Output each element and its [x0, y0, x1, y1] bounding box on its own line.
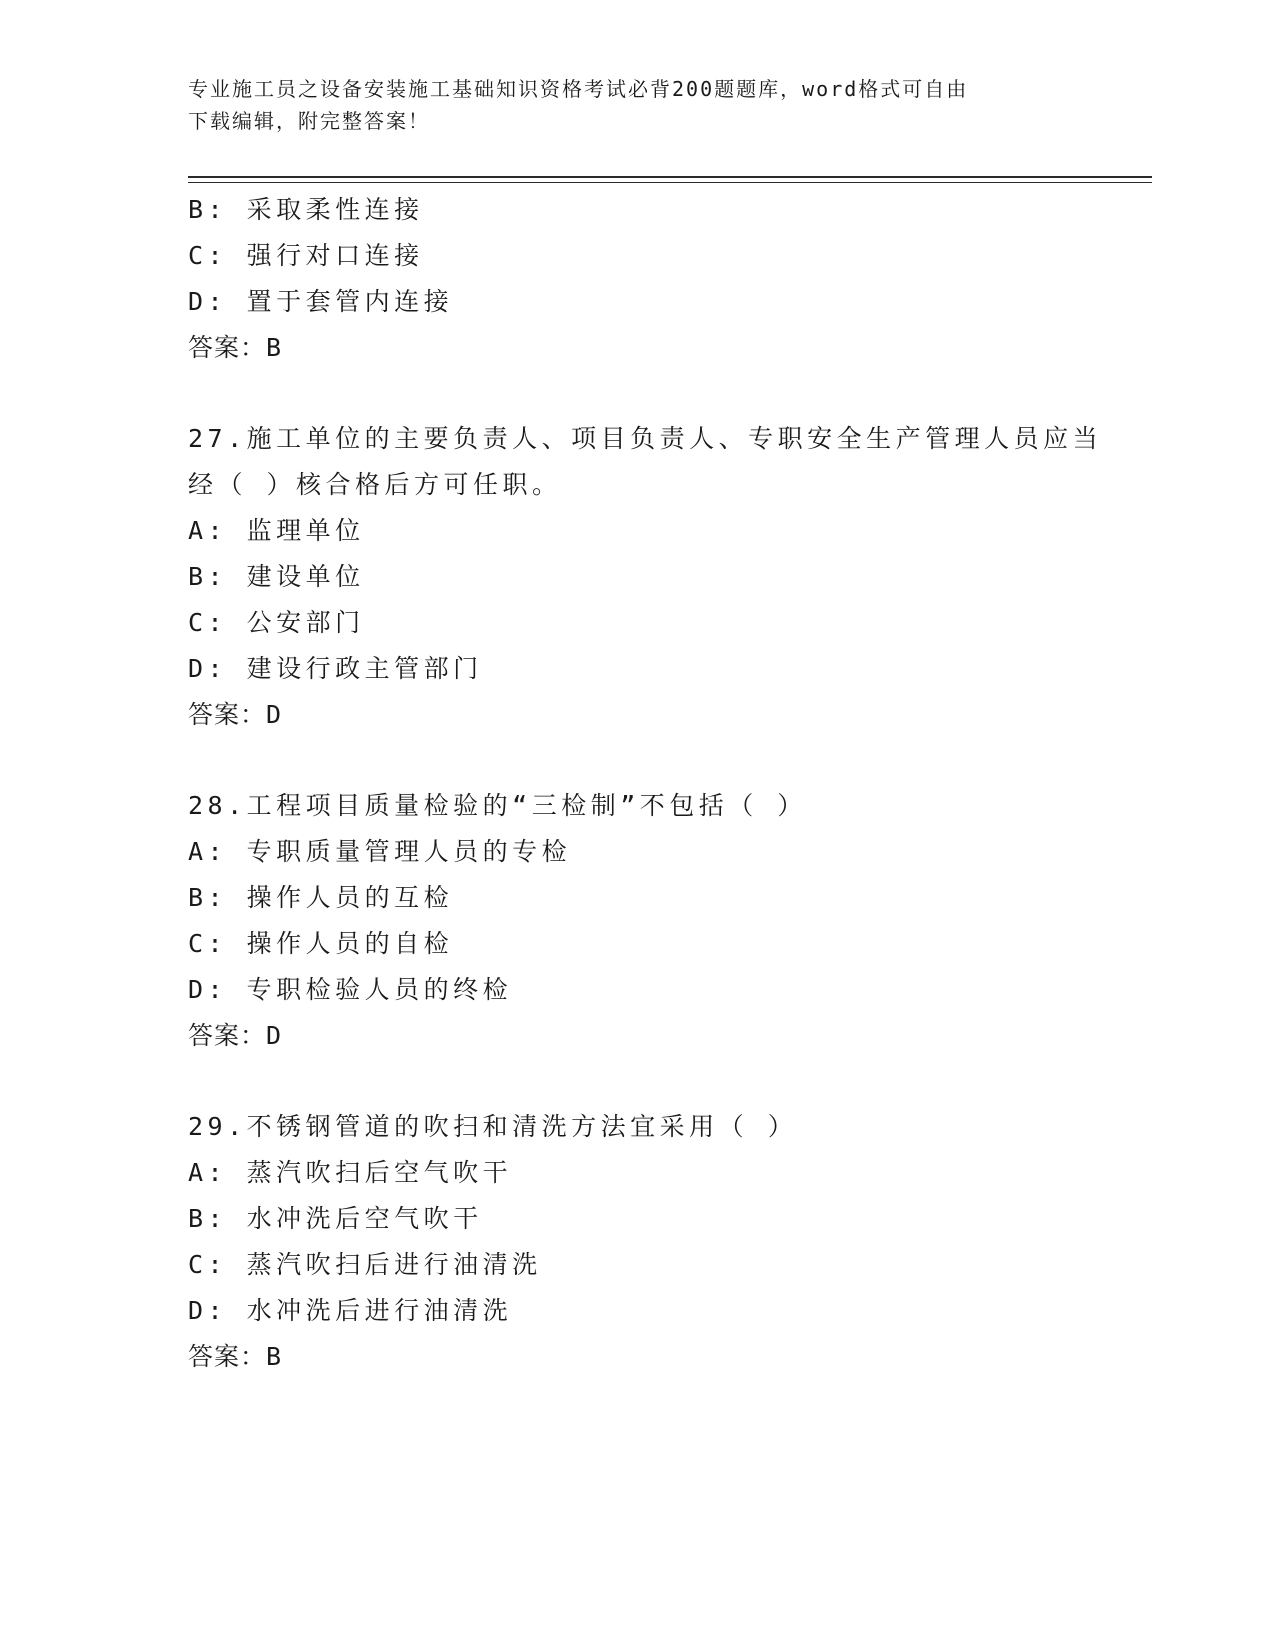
question-29 — [188, 1104, 1088, 1380]
question-stem-line-1: 27.施工单位的主要负责人、项目负责人、专职安全生产管理人员应当 — [188, 424, 1103, 453]
question-26-continued — [188, 187, 1088, 371]
answer-line: 答案：B — [188, 1342, 283, 1371]
header-line-2: 下载编辑，附完整答案！ — [188, 109, 430, 133]
option-b: B: 建设单位 — [188, 562, 365, 591]
option-d: D: 专职检验人员的终检 — [188, 975, 513, 1004]
option-b: B: 采取柔性连接 — [188, 195, 424, 224]
option-d: D: 水冲洗后进行油清洗 — [188, 1296, 513, 1325]
question-spacer — [188, 371, 1088, 416]
question-stem-line-2: 经（ ）核合格后方可任职。 — [188, 470, 562, 499]
question-27 — [188, 416, 1103, 738]
question-stem-line-1: 28.工程项目质量检验的“三检制”不包括（ ） — [188, 791, 807, 820]
option-a: A: 专职质量管理人员的专检 — [188, 837, 572, 866]
option-c: C: 强行对口连接 — [188, 241, 424, 270]
option-b: B: 操作人员的互检 — [188, 883, 454, 912]
header-line-1: 专业施工员之设备安装施工基础知识资格考试必背200题题库，word格式可自由 — [188, 77, 969, 101]
option-d: D: 建设行政主管部门 — [188, 654, 483, 683]
question-list — [188, 187, 1103, 1380]
question-spacer — [188, 1059, 1088, 1104]
answer-line: 答案：D — [188, 1021, 283, 1050]
option-c: C: 操作人员的自检 — [188, 929, 454, 958]
question-28 — [188, 783, 1088, 1059]
document-header — [188, 73, 1068, 137]
option-a: A: 监理单位 — [188, 516, 365, 545]
option-c: C: 公安部门 — [188, 608, 365, 637]
answer-line: 答案：B — [188, 333, 283, 362]
question-stem-line-1: 29.不锈钢管道的吹扫和清洗方法宜采用（ ） — [188, 1112, 798, 1141]
header-divider-thin — [188, 182, 1152, 183]
question-spacer — [188, 738, 1088, 783]
answer-line: 答案：D — [188, 700, 283, 729]
option-b: B: 水冲洗后空气吹干 — [188, 1204, 483, 1233]
option-a: A: 蒸汽吹扫后空气吹干 — [188, 1158, 513, 1187]
header-divider-thick — [188, 176, 1152, 178]
option-d: D: 置于套管内连接 — [188, 287, 454, 316]
option-c: C: 蒸汽吹扫后进行油清洗 — [188, 1250, 542, 1279]
